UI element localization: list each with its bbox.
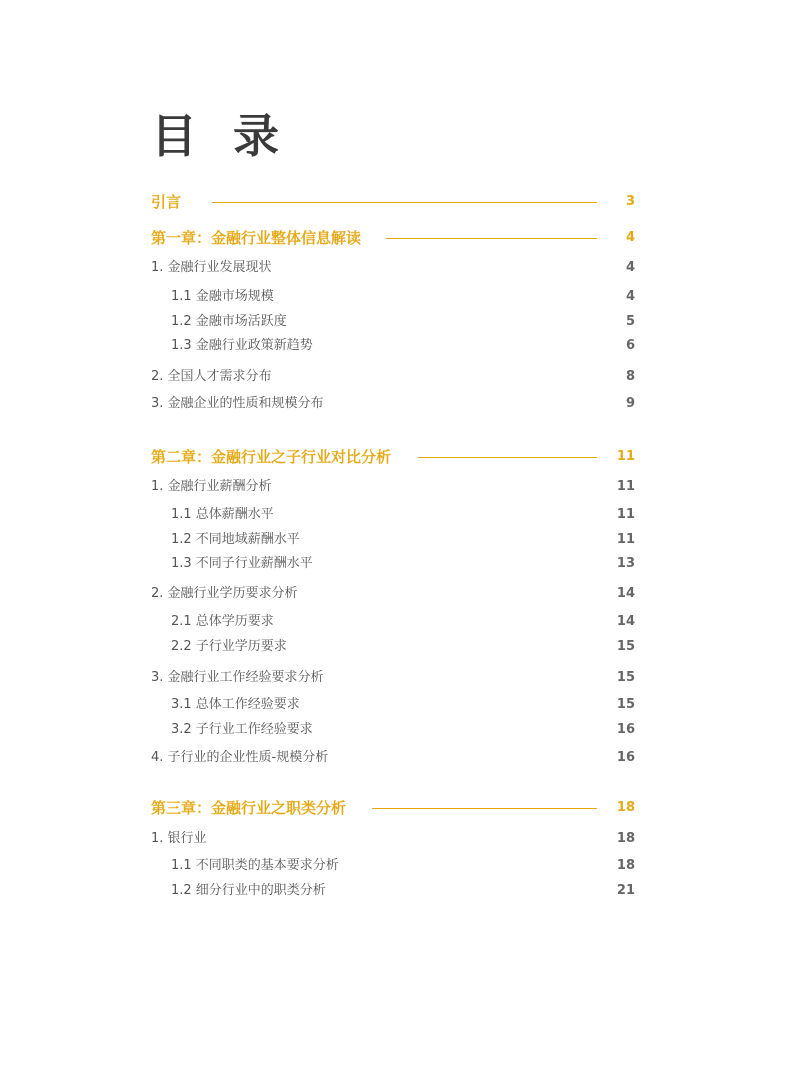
toc-entry-title: 1.3 金融行业政策新趋势 [171, 338, 313, 353]
toc-page-number: 8 [625, 369, 635, 384]
toc-page-number: 11 [616, 479, 635, 494]
page-title: 目 录 [151, 109, 290, 163]
toc-subsection[interactable] [0, 637, 793, 657]
toc-page-number: 4 [625, 230, 635, 245]
toc-entry-title: 2.2 子行业学历要求 [171, 639, 287, 654]
toc-subsection[interactable] [0, 881, 793, 901]
toc-subsection[interactable] [0, 530, 793, 550]
toc-entry-title: 1. 金融行业薪酬分析 [151, 479, 272, 494]
toc-page-number: 15 [616, 639, 635, 654]
toc-page-number: 11 [616, 532, 635, 547]
toc-entry-title: 3.1 总体工作经验要求 [171, 697, 300, 712]
toc-entry-title: 1.1 金融市场规模 [171, 289, 274, 304]
toc-page-number: 14 [616, 586, 635, 601]
toc-page-number: 14 [616, 614, 635, 629]
toc-page-number: 9 [625, 396, 635, 411]
toc-entry-title: 1.1 不同职类的基本要求分析 [171, 858, 339, 873]
toc-leader-line [372, 808, 597, 809]
toc-entry-title: 4. 子行业的企业性质-规模分析 [151, 750, 329, 765]
toc-section[interactable] [0, 748, 793, 768]
toc-page-number: 6 [625, 338, 635, 353]
toc-page-number: 16 [616, 722, 635, 737]
toc-leader-line [212, 202, 597, 203]
toc-entry-title: 1. 金融行业发展现状 [151, 260, 272, 275]
toc-subsection[interactable] [0, 312, 793, 332]
toc-entry-title: 2. 全国人才需求分布 [151, 369, 272, 384]
toc-entry-title: 1.2 细分行业中的职类分析 [171, 883, 326, 898]
toc-section[interactable] [0, 668, 793, 688]
toc-chapter[interactable] [0, 192, 793, 212]
toc-subsection[interactable] [0, 505, 793, 525]
toc-entry-title: 1. 银行业 [151, 831, 207, 846]
toc-leader-line [386, 238, 597, 239]
toc-entry-title: 引言 [151, 193, 182, 211]
toc-section[interactable] [0, 258, 793, 278]
toc-entry-title: 2. 金融行业学历要求分析 [151, 586, 298, 601]
toc-entry-title: 1.1 总体薪酬水平 [171, 507, 274, 522]
toc-subsection[interactable] [0, 695, 793, 715]
toc-entry-title: 2.1 总体学历要求 [171, 614, 274, 629]
toc-chapter[interactable] [0, 228, 793, 248]
toc-section[interactable] [0, 829, 793, 849]
toc-page-number: 11 [616, 449, 635, 464]
toc-entry-title: 1.3 不同子行业薪酬水平 [171, 556, 313, 571]
toc-entry-title: 第一章：金融行业整体信息解读 [151, 229, 362, 247]
toc-section[interactable] [0, 394, 793, 414]
toc-page-number: 3 [625, 194, 635, 209]
toc-page-number: 15 [616, 697, 635, 712]
toc-subsection[interactable] [0, 856, 793, 876]
toc-page-number: 11 [616, 507, 635, 522]
toc-chapter[interactable] [0, 798, 793, 818]
toc-page-number: 18 [616, 858, 635, 873]
toc-entry-title: 3. 金融企业的性质和规模分布 [151, 396, 324, 411]
toc-entry-title: 1.2 金融市场活跃度 [171, 314, 287, 329]
toc-page-number: 13 [616, 556, 635, 571]
toc-page-number: 18 [616, 800, 635, 815]
toc-entry-title: 第三章：金融行业之职类分析 [151, 799, 347, 817]
toc-page-number: 4 [625, 260, 635, 275]
toc-page-number: 16 [616, 750, 635, 765]
toc-entry-title: 3. 金融行业工作经验要求分析 [151, 670, 324, 685]
toc-page-number: 4 [625, 289, 635, 304]
toc-subsection[interactable] [0, 720, 793, 740]
toc-subsection[interactable] [0, 336, 793, 356]
toc-page-number: 5 [625, 314, 635, 329]
toc-section[interactable] [0, 367, 793, 387]
toc-subsection[interactable] [0, 287, 793, 307]
toc-subsection[interactable] [0, 554, 793, 574]
toc-entry-title: 1.2 不同地域薪酬水平 [171, 532, 300, 547]
toc-leader-line [418, 457, 597, 458]
toc-section[interactable] [0, 477, 793, 497]
toc-page-number: 15 [616, 670, 635, 685]
toc-section[interactable] [0, 584, 793, 604]
toc-page-number: 21 [616, 883, 635, 898]
toc-page-number: 18 [616, 831, 635, 846]
toc-entry-title: 第二章：金融行业之子行业对比分析 [151, 448, 392, 466]
toc-subsection[interactable] [0, 612, 793, 632]
toc-chapter[interactable] [0, 447, 793, 467]
toc-entry-title: 3.2 子行业工作经验要求 [171, 722, 313, 737]
